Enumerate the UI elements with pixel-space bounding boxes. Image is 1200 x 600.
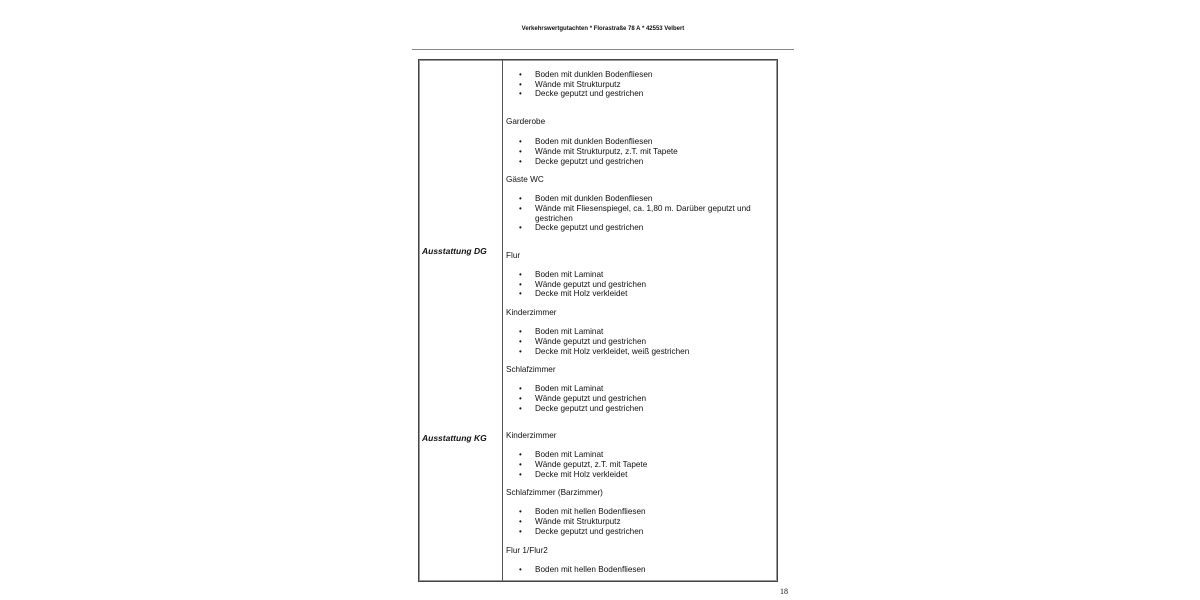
room-heading: Schlafzimmer (Barzimmer) — [506, 488, 603, 498]
room-heading: Flur — [506, 251, 521, 261]
list-item: • Wände mit Fliesenspiegel, ca. 1,80 m. Darüber geputzt und gestrichen — [506, 204, 774, 223]
list-item: • Decke mit Holz verkleidet — [506, 289, 774, 299]
list-item: • Decke mit Holz verkleidet, weiß gestrichen — [506, 347, 774, 357]
list-item: • Boden mit Laminat — [506, 384, 774, 394]
room-item-list — [506, 384, 774, 413]
room-item-list — [506, 450, 774, 479]
row-label-ausstattung-kg: Ausstattung KG — [422, 433, 487, 443]
row-label-ausstattung-dg: Ausstattung DG — [422, 246, 487, 256]
room-item-list — [506, 194, 774, 233]
room-heading: Garderobe — [506, 117, 546, 127]
list-item: • Wände geputzt und gestrichen — [506, 394, 774, 404]
list-item: • Boden mit dunklen Bodenfliesen — [506, 137, 774, 147]
list-item: • Wände geputzt und gestrichen — [506, 280, 774, 290]
header-divider — [412, 49, 794, 50]
list-item: • Decke mit Holz verkleidet — [506, 470, 774, 480]
room-heading: Gäste WC — [506, 175, 544, 185]
room-item-list — [506, 137, 774, 166]
list-item: • Decke geputzt und gestrichen — [506, 527, 774, 537]
table-content-cell — [506, 61, 774, 574]
page-number: 18 — [780, 587, 788, 596]
list-item: • Decke geputzt und gestrichen — [506, 89, 774, 99]
list-item: • Boden mit Laminat — [506, 270, 774, 280]
room-item-list — [506, 270, 774, 299]
list-item: • Decke geputzt und gestrichen — [506, 223, 774, 233]
list-item: • Wände mit Strukturputz, z.T. mit Tapete — [506, 147, 774, 157]
room-heading: Schlafzimmer — [506, 365, 556, 375]
list-item: • Wände geputzt, z.T. mit Tapete — [506, 460, 774, 470]
room-heading: Kinderzimmer — [506, 308, 557, 318]
room-item-list — [506, 70, 774, 99]
list-item: • Boden mit dunklen Bodenfliesen — [506, 194, 774, 204]
list-item: • Boden mit Laminat — [506, 450, 774, 460]
list-item: • Boden mit hellen Bodenfliesen — [506, 507, 774, 517]
room-item-list — [506, 565, 774, 575]
list-item: • Decke geputzt und gestrichen — [506, 157, 774, 167]
list-item: • Wände mit Strukturputz — [506, 80, 774, 90]
list-item: • Wände geputzt und gestrichen — [506, 337, 774, 347]
header-title: Verkehrswertgutachten * Florastraße 78 A * 42553 Velbert — [521, 26, 685, 32]
room-heading: Flur 1/Flur2 — [506, 545, 548, 555]
room-heading: Kinderzimmer — [506, 431, 557, 441]
room-item-list — [506, 507, 774, 536]
list-item: • Boden mit hellen Bodenfliesen — [506, 565, 774, 575]
list-item: • Wände mit Strukturputz — [506, 517, 774, 527]
list-item: • Boden mit Laminat — [506, 327, 774, 337]
table-column-divider — [502, 60, 503, 582]
list-item: • Decke geputzt und gestrichen — [506, 404, 774, 414]
list-item: • Boden mit dunklen Bodenfliesen — [506, 70, 774, 80]
room-item-list — [506, 327, 774, 356]
